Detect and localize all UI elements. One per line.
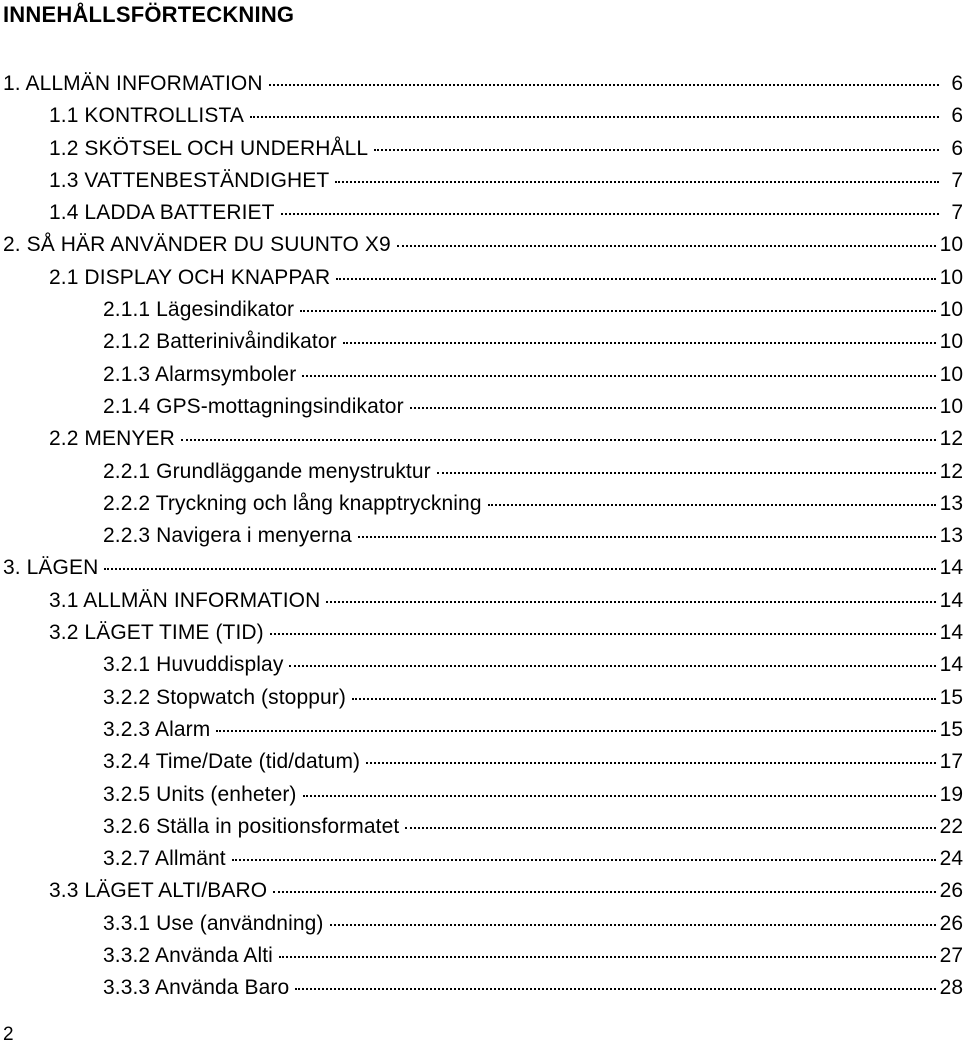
- toc-entry-page: 10: [939, 362, 963, 386]
- toc-entry-page: 13: [939, 524, 963, 548]
- toc-entry-label: 3.2.2 Stopwatch (stoppur): [103, 685, 346, 709]
- dot-leader: [269, 62, 939, 86]
- toc-entry-label: 3.2.7 Allmänt: [103, 847, 226, 871]
- toc-entry-label: 3.2.6 Ställa in positionsformatet: [103, 814, 400, 838]
- toc-entry-label: 2.1.3 Alarmsymboler: [103, 362, 297, 386]
- toc-entry-page: 6: [951, 72, 963, 95]
- toc-entry-label: 2.1.1 Lägesindikator: [103, 298, 295, 322]
- dot-leader: [352, 676, 936, 700]
- dot-leader: [181, 417, 936, 441]
- dot-leader: [279, 934, 936, 958]
- toc-entry-label: 2.2 MENYER: [49, 427, 175, 451]
- toc-entry-label: 1.4 LADDA BATTERIET: [49, 201, 275, 225]
- toc-entry-label: 3.1 ALLMÄN INFORMATION: [49, 588, 321, 612]
- toc-entry-label: 3.3.3 Använda Baro: [103, 976, 290, 1000]
- dot-leader: [336, 256, 935, 280]
- dot-leader: [300, 288, 936, 312]
- dot-leader: [326, 579, 935, 603]
- toc-entry-page: 10: [939, 233, 963, 257]
- dot-leader: [343, 320, 936, 344]
- toc-entry-label: 1. ALLMÄN INFORMATION: [3, 72, 263, 95]
- dot-leader: [405, 805, 935, 829]
- dot-leader: [250, 94, 939, 118]
- toc-entry-label: 3.3 LÄGET ALTI/BARO: [49, 879, 268, 903]
- toc-entry-label: 2.1 DISPLAY OCH KNAPPAR: [49, 265, 331, 289]
- toc-entry-page: 10: [939, 265, 963, 289]
- toc-entry-label: 3.2 LÄGET TIME (TID): [49, 621, 264, 645]
- toc-entry-page: 26: [939, 879, 963, 903]
- dot-leader: [437, 450, 936, 474]
- toc-entry-label: 1.1 KONTROLLISTA: [49, 104, 244, 128]
- toc-entry-page: 12: [939, 427, 963, 451]
- dot-leader: [358, 514, 936, 538]
- toc-entry-page: 15: [939, 717, 963, 741]
- toc-entry-page: 10: [939, 298, 963, 322]
- toc-entry-label: 3.2.1 Huvuddisplay: [103, 653, 284, 677]
- dot-leader: [104, 546, 935, 570]
- toc-entry-label: 2.2.1 Grundläggande menystruktur: [103, 459, 431, 483]
- toc-entry-label: 2.1.2 Batterinivåindikator: [103, 330, 337, 354]
- dot-leader: [281, 191, 939, 215]
- toc-entry-label: 3.3.2 Använda Alti: [103, 944, 273, 968]
- dot-leader: [295, 966, 935, 990]
- dot-leader: [330, 902, 936, 926]
- toc-entry-page: 28: [939, 976, 963, 1000]
- toc-entry-label: 3.2.5 Units (enheter): [103, 782, 297, 806]
- dot-leader: [232, 837, 936, 861]
- toc-entry-page: 22: [939, 814, 963, 838]
- toc-entry-page: 10: [939, 330, 963, 354]
- toc-entry-page: 14: [939, 653, 963, 677]
- dot-leader: [366, 740, 936, 764]
- dot-leader: [216, 708, 935, 732]
- toc-entry-page: 27: [939, 944, 963, 968]
- toc-entry-label: 1.3 VATTENBESTÄNDIGHET: [49, 168, 330, 192]
- toc-entry-page: 19: [939, 782, 963, 806]
- toc-entry-label: 3.2.4 Time/Date (tid/datum): [103, 750, 361, 774]
- toc-entry-page: 6: [951, 104, 963, 128]
- toc-entry-label: 2.1.4 GPS-mottagningsindikator: [103, 394, 404, 418]
- toc-entry-label: 2.2.3 Navigera i menyerna: [103, 524, 352, 548]
- dot-leader: [488, 482, 936, 506]
- toc-entry-page: 6: [951, 136, 963, 160]
- toc-entry-page: 7: [951, 168, 963, 192]
- toc-entry-page: 13: [939, 491, 963, 515]
- toc-entry-page: 26: [939, 911, 963, 935]
- toc-entry-page: 14: [939, 556, 963, 580]
- toc-entry-label: 2.2.2 Tryckning och lång knapptryckning: [103, 491, 482, 515]
- toc-entry-label: 3. LÄGEN: [3, 556, 99, 580]
- dot-leader: [397, 223, 936, 247]
- dot-leader: [270, 611, 936, 635]
- dot-leader: [302, 353, 935, 377]
- toc-entry-page: 12: [939, 459, 963, 483]
- toc-entry[interactable]: [0, 970, 963, 1002]
- toc-entry-label: 2. SÅ HÄR ANVÄNDER DU SUUNTO X9: [3, 233, 391, 257]
- toc-entry-page: 24: [939, 847, 963, 871]
- dot-leader: [273, 869, 935, 893]
- page-number: 2: [3, 1024, 14, 1045]
- dot-leader: [289, 643, 935, 667]
- dot-leader: [335, 159, 939, 183]
- toc-entry-page: 10: [939, 394, 963, 418]
- dot-leader: [374, 127, 939, 151]
- toc-entry-label: 3.3.1 Use (användning): [103, 911, 324, 935]
- table-of-contents: [0, 66, 963, 1003]
- dot-leader: [410, 385, 936, 409]
- toc-entry-page: 7: [951, 201, 963, 225]
- toc-entry-page: 17: [939, 750, 963, 774]
- toc-entry-page: 14: [939, 621, 963, 645]
- toc-entry-page: 14: [939, 588, 963, 612]
- page-title: INNEHÅLLSFÖRTECKNING: [3, 2, 295, 27]
- toc-entry-page: 15: [939, 685, 963, 709]
- toc-entry-label: 3.2.3 Alarm: [103, 717, 211, 741]
- toc-entry-label: 1.2 SKÖTSEL OCH UNDERHÅLL: [49, 136, 369, 160]
- dot-leader: [303, 773, 936, 797]
